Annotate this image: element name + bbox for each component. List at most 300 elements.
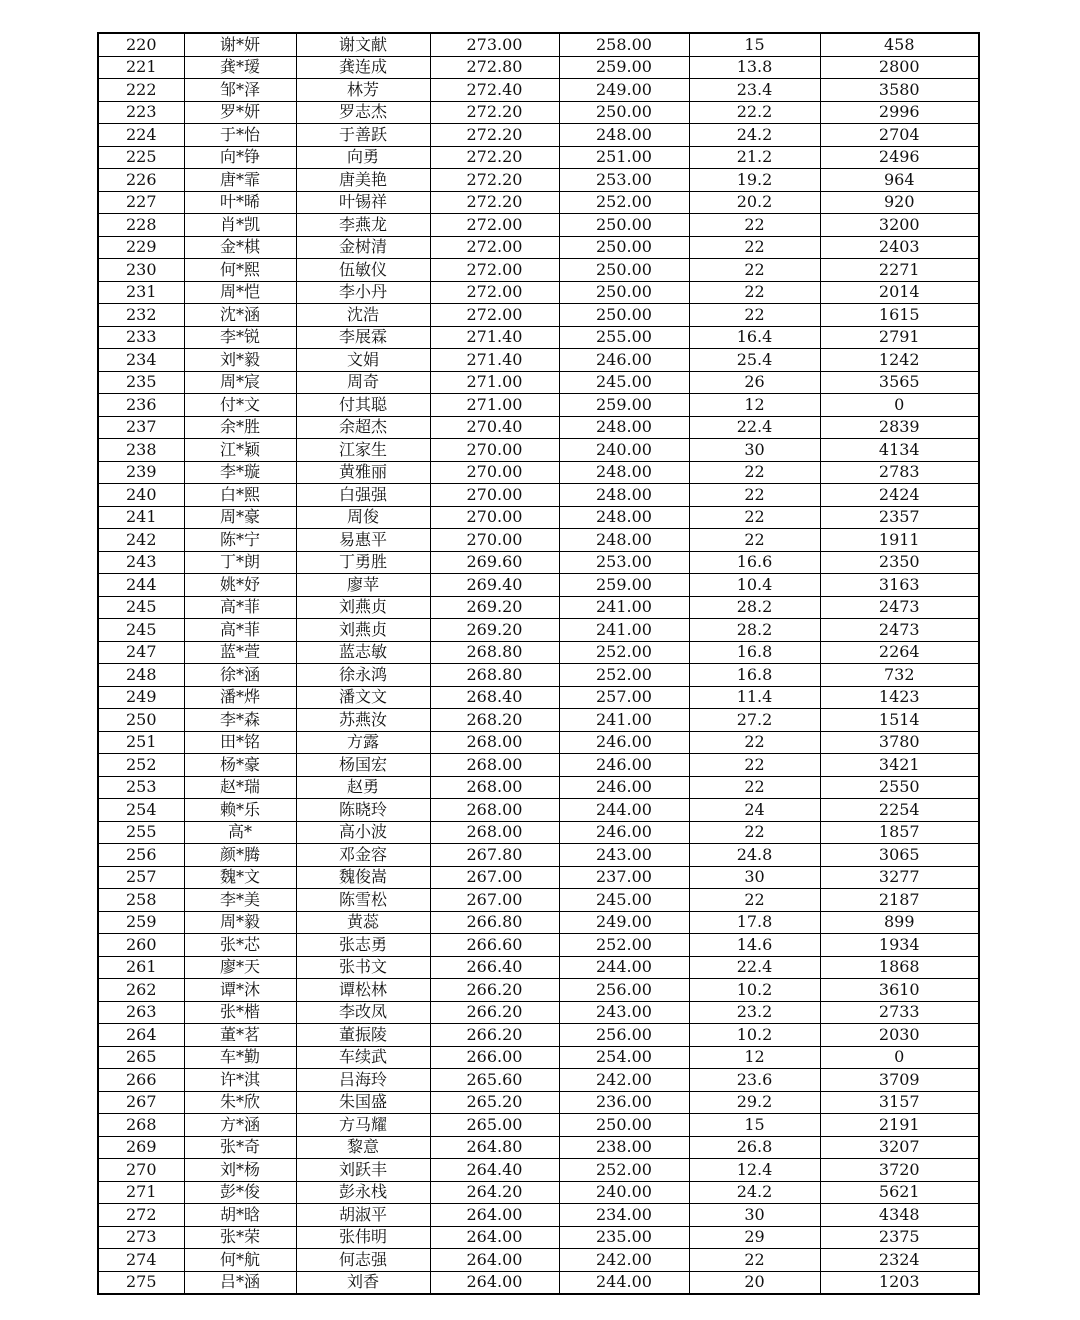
bonus-points-cell: 22 xyxy=(689,484,820,507)
total-score-cell: 269.40 xyxy=(430,574,559,597)
rank-cell: 259 xyxy=(98,911,184,934)
rank-cell: 262 xyxy=(98,979,184,1002)
distance-cell: 2800 xyxy=(820,56,979,79)
guardian-name-cell: 魏俊嵩 xyxy=(296,866,430,889)
table-row xyxy=(98,259,979,282)
bonus-points-cell: 22.2 xyxy=(689,101,820,124)
rank-cell: 256 xyxy=(98,844,184,867)
rank-cell: 237 xyxy=(98,416,184,439)
rank-cell: 254 xyxy=(98,799,184,822)
total-score-cell: 272.20 xyxy=(430,169,559,192)
guardian-name-cell: 张伟明 xyxy=(296,1226,430,1249)
student-name-cell: 周*宸 xyxy=(184,371,296,394)
exam-score-cell: 240.00 xyxy=(559,439,689,462)
student-name-cell: 张*奇 xyxy=(184,1136,296,1159)
guardian-name-cell: 苏燕汝 xyxy=(296,709,430,732)
total-score-cell: 270.00 xyxy=(430,439,559,462)
table-row xyxy=(98,574,979,597)
student-name-cell: 于*怡 xyxy=(184,124,296,147)
total-score-cell: 268.20 xyxy=(430,709,559,732)
rank-cell: 274 xyxy=(98,1249,184,1272)
table-row xyxy=(98,236,979,259)
total-score-cell: 266.20 xyxy=(430,1024,559,1047)
distance-cell: 2704 xyxy=(820,124,979,147)
guardian-name-cell: 潘文文 xyxy=(296,686,430,709)
rank-cell: 234 xyxy=(98,349,184,372)
exam-score-cell: 248.00 xyxy=(559,461,689,484)
student-name-cell: 杨*豪 xyxy=(184,754,296,777)
distance-cell: 1868 xyxy=(820,956,979,979)
table-row xyxy=(98,551,979,574)
distance-cell: 2424 xyxy=(820,484,979,507)
table-row xyxy=(98,1001,979,1024)
guardian-name-cell: 于善跃 xyxy=(296,124,430,147)
total-score-cell: 272.20 xyxy=(430,124,559,147)
distance-cell: 2014 xyxy=(820,281,979,304)
student-name-cell: 罗*妍 xyxy=(184,101,296,124)
exam-score-cell: 248.00 xyxy=(559,484,689,507)
student-name-cell: 赵*瑞 xyxy=(184,776,296,799)
guardian-name-cell: 易惠平 xyxy=(296,529,430,552)
table-row xyxy=(98,169,979,192)
total-score-cell: 264.00 xyxy=(430,1226,559,1249)
total-score-cell: 268.00 xyxy=(430,821,559,844)
exam-score-cell: 250.00 xyxy=(559,214,689,237)
total-score-cell: 266.20 xyxy=(430,979,559,1002)
bonus-points-cell: 15 xyxy=(689,1114,820,1137)
student-name-cell: 龚*瑷 xyxy=(184,56,296,79)
bonus-points-cell: 30 xyxy=(689,866,820,889)
bonus-points-cell: 25.4 xyxy=(689,349,820,372)
student-name-cell: 金*棋 xyxy=(184,236,296,259)
table-row xyxy=(98,439,979,462)
rank-cell: 268 xyxy=(98,1114,184,1137)
distance-cell: 3709 xyxy=(820,1069,979,1092)
student-name-cell: 廖*天 xyxy=(184,956,296,979)
distance-cell: 3421 xyxy=(820,754,979,777)
rank-cell: 228 xyxy=(98,214,184,237)
bonus-points-cell: 15 xyxy=(689,33,820,56)
bonus-points-cell: 10.2 xyxy=(689,1024,820,1047)
rank-cell: 261 xyxy=(98,956,184,979)
table-row xyxy=(98,709,979,732)
guardian-name-cell: 江家生 xyxy=(296,439,430,462)
student-name-cell: 肖*凯 xyxy=(184,214,296,237)
bonus-points-cell: 21.2 xyxy=(689,146,820,169)
rank-cell: 275 xyxy=(98,1271,184,1294)
student-name-cell: 赖*乐 xyxy=(184,799,296,822)
distance-cell: 1615 xyxy=(820,304,979,327)
table-row xyxy=(98,731,979,754)
bonus-points-cell: 17.8 xyxy=(689,911,820,934)
distance-cell: 732 xyxy=(820,664,979,687)
table-row xyxy=(98,1204,979,1227)
total-score-cell: 268.00 xyxy=(430,776,559,799)
exam-score-cell: 243.00 xyxy=(559,1001,689,1024)
table-row xyxy=(98,349,979,372)
rank-cell: 243 xyxy=(98,551,184,574)
bonus-points-cell: 10.4 xyxy=(689,574,820,597)
guardian-name-cell: 李改凤 xyxy=(296,1001,430,1024)
table-row xyxy=(98,214,979,237)
bonus-points-cell: 16.6 xyxy=(689,551,820,574)
guardian-name-cell: 林芳 xyxy=(296,79,430,102)
table-row xyxy=(98,79,979,102)
bonus-points-cell: 22 xyxy=(689,461,820,484)
rank-cell: 222 xyxy=(98,79,184,102)
guardian-name-cell: 朱国盛 xyxy=(296,1091,430,1114)
distance-cell: 458 xyxy=(820,33,979,56)
guardian-name-cell: 吕海玲 xyxy=(296,1069,430,1092)
student-name-cell: 张*荣 xyxy=(184,1226,296,1249)
table-row xyxy=(98,821,979,844)
table-row xyxy=(98,1069,979,1092)
distance-cell: 2403 xyxy=(820,236,979,259)
distance-cell: 1857 xyxy=(820,821,979,844)
rank-cell: 245 xyxy=(98,596,184,619)
rank-cell: 220 xyxy=(98,33,184,56)
guardian-name-cell: 余超杰 xyxy=(296,416,430,439)
student-name-cell: 沈*涵 xyxy=(184,304,296,327)
exam-score-cell: 251.00 xyxy=(559,146,689,169)
student-name-cell: 蓝*萱 xyxy=(184,641,296,664)
exam-score-cell: 236.00 xyxy=(559,1091,689,1114)
student-name-cell: 胡*晗 xyxy=(184,1204,296,1227)
distance-cell: 2350 xyxy=(820,551,979,574)
guardian-name-cell: 叶锡祥 xyxy=(296,191,430,214)
guardian-name-cell: 蓝志敏 xyxy=(296,641,430,664)
bonus-points-cell: 22 xyxy=(689,259,820,282)
student-name-cell: 余*胜 xyxy=(184,416,296,439)
guardian-name-cell: 唐美艳 xyxy=(296,169,430,192)
exam-score-cell: 241.00 xyxy=(559,596,689,619)
table-row xyxy=(98,686,979,709)
exam-score-cell: 244.00 xyxy=(559,799,689,822)
student-name-cell: 周*恺 xyxy=(184,281,296,304)
bonus-points-cell: 24 xyxy=(689,799,820,822)
bonus-points-cell: 28.2 xyxy=(689,619,820,642)
rank-cell: 242 xyxy=(98,529,184,552)
bonus-points-cell: 16.8 xyxy=(689,664,820,687)
distance-cell: 2324 xyxy=(820,1249,979,1272)
exam-score-cell: 242.00 xyxy=(559,1069,689,1092)
bonus-points-cell: 22.4 xyxy=(689,956,820,979)
bonus-points-cell: 11.4 xyxy=(689,686,820,709)
student-name-cell: 车*勤 xyxy=(184,1046,296,1069)
rank-cell: 223 xyxy=(98,101,184,124)
distance-cell: 2191 xyxy=(820,1114,979,1137)
bonus-points-cell: 19.2 xyxy=(689,169,820,192)
distance-cell: 1911 xyxy=(820,529,979,552)
total-score-cell: 269.60 xyxy=(430,551,559,574)
table-row xyxy=(98,529,979,552)
bonus-points-cell: 22 xyxy=(689,821,820,844)
rank-cell: 250 xyxy=(98,709,184,732)
exam-score-cell: 250.00 xyxy=(559,304,689,327)
bonus-points-cell: 22 xyxy=(689,304,820,327)
bonus-points-cell: 22 xyxy=(689,236,820,259)
total-score-cell: 270.00 xyxy=(430,461,559,484)
rank-cell: 253 xyxy=(98,776,184,799)
distance-cell: 3565 xyxy=(820,371,979,394)
exam-score-cell: 250.00 xyxy=(559,259,689,282)
total-score-cell: 266.20 xyxy=(430,1001,559,1024)
total-score-cell: 272.20 xyxy=(430,191,559,214)
rank-cell: 271 xyxy=(98,1181,184,1204)
total-score-cell: 268.00 xyxy=(430,754,559,777)
rank-cell: 225 xyxy=(98,146,184,169)
guardian-name-cell: 陈晓玲 xyxy=(296,799,430,822)
exam-score-cell: 252.00 xyxy=(559,191,689,214)
distance-cell: 2473 xyxy=(820,596,979,619)
exam-score-cell: 246.00 xyxy=(559,821,689,844)
rank-cell: 252 xyxy=(98,754,184,777)
student-name-cell: 向*铮 xyxy=(184,146,296,169)
exam-score-cell: 255.00 xyxy=(559,326,689,349)
student-name-cell: 吕*涵 xyxy=(184,1271,296,1294)
table-row xyxy=(98,596,979,619)
student-name-cell: 高*菲 xyxy=(184,596,296,619)
rank-cell: 240 xyxy=(98,484,184,507)
table-row xyxy=(98,1114,979,1137)
student-name-cell: 李*璇 xyxy=(184,461,296,484)
exam-score-cell: 246.00 xyxy=(559,731,689,754)
guardian-name-cell: 周奇 xyxy=(296,371,430,394)
rank-cell: 245 xyxy=(98,619,184,642)
distance-cell: 1934 xyxy=(820,934,979,957)
total-score-cell: 273.00 xyxy=(430,33,559,56)
total-score-cell: 272.80 xyxy=(430,56,559,79)
total-score-cell: 269.20 xyxy=(430,619,559,642)
distance-cell: 2473 xyxy=(820,619,979,642)
table-row xyxy=(98,911,979,934)
student-name-cell: 许*淇 xyxy=(184,1069,296,1092)
total-score-cell: 270.00 xyxy=(430,506,559,529)
rank-cell: 269 xyxy=(98,1136,184,1159)
table-row xyxy=(98,371,979,394)
bonus-points-cell: 29 xyxy=(689,1226,820,1249)
distance-cell: 2839 xyxy=(820,416,979,439)
total-score-cell: 267.80 xyxy=(430,844,559,867)
rank-cell: 272 xyxy=(98,1204,184,1227)
guardian-name-cell: 杨国宏 xyxy=(296,754,430,777)
guardian-name-cell: 金树清 xyxy=(296,236,430,259)
guardian-name-cell: 徐永鸿 xyxy=(296,664,430,687)
distance-cell: 2783 xyxy=(820,461,979,484)
table-row xyxy=(98,889,979,912)
total-score-cell: 264.00 xyxy=(430,1271,559,1294)
student-name-cell: 李*美 xyxy=(184,889,296,912)
total-score-cell: 268.00 xyxy=(430,731,559,754)
bonus-points-cell: 20 xyxy=(689,1271,820,1294)
distance-cell: 2254 xyxy=(820,799,979,822)
table-row xyxy=(98,934,979,957)
bonus-points-cell: 12 xyxy=(689,394,820,417)
rank-cell: 258 xyxy=(98,889,184,912)
student-name-cell: 周*豪 xyxy=(184,506,296,529)
rank-cell: 267 xyxy=(98,1091,184,1114)
rank-cell: 263 xyxy=(98,1001,184,1024)
distance-cell: 2375 xyxy=(820,1226,979,1249)
table-row xyxy=(98,281,979,304)
guardian-name-cell: 向勇 xyxy=(296,146,430,169)
exam-score-cell: 250.00 xyxy=(559,1114,689,1137)
bonus-points-cell: 26.8 xyxy=(689,1136,820,1159)
total-score-cell: 267.00 xyxy=(430,889,559,912)
total-score-cell: 265.60 xyxy=(430,1069,559,1092)
student-name-cell: 白*熙 xyxy=(184,484,296,507)
distance-cell: 3207 xyxy=(820,1136,979,1159)
table-row xyxy=(98,1136,979,1159)
table-row xyxy=(98,304,979,327)
guardian-name-cell: 李展霖 xyxy=(296,326,430,349)
bonus-points-cell: 22 xyxy=(689,889,820,912)
student-name-cell: 颜*腾 xyxy=(184,844,296,867)
bonus-points-cell: 23.4 xyxy=(689,79,820,102)
total-score-cell: 267.00 xyxy=(430,866,559,889)
rank-cell: 244 xyxy=(98,574,184,597)
student-name-cell: 李*锐 xyxy=(184,326,296,349)
total-score-cell: 272.20 xyxy=(430,101,559,124)
exam-score-cell: 248.00 xyxy=(559,416,689,439)
distance-cell: 3580 xyxy=(820,79,979,102)
student-name-cell: 方*涵 xyxy=(184,1114,296,1137)
student-name-cell: 彭*俊 xyxy=(184,1181,296,1204)
total-score-cell: 268.40 xyxy=(430,686,559,709)
table-row xyxy=(98,619,979,642)
guardian-name-cell: 沈浩 xyxy=(296,304,430,327)
student-name-cell: 江*颖 xyxy=(184,439,296,462)
distance-cell: 899 xyxy=(820,911,979,934)
guardian-name-cell: 李小丹 xyxy=(296,281,430,304)
exam-score-cell: 237.00 xyxy=(559,866,689,889)
table-row xyxy=(98,1024,979,1047)
total-score-cell: 272.00 xyxy=(430,259,559,282)
student-name-cell: 唐*霏 xyxy=(184,169,296,192)
exam-score-cell: 238.00 xyxy=(559,1136,689,1159)
bonus-points-cell: 26 xyxy=(689,371,820,394)
guardian-name-cell: 赵勇 xyxy=(296,776,430,799)
table-row xyxy=(98,33,979,56)
student-name-cell: 周*毅 xyxy=(184,911,296,934)
exam-score-cell: 252.00 xyxy=(559,641,689,664)
table-row xyxy=(98,664,979,687)
distance-cell: 2264 xyxy=(820,641,979,664)
guardian-name-cell: 龚连成 xyxy=(296,56,430,79)
bonus-points-cell: 24.2 xyxy=(689,1181,820,1204)
distance-cell: 3065 xyxy=(820,844,979,867)
guardian-name-cell: 刘燕贞 xyxy=(296,619,430,642)
distance-cell: 1514 xyxy=(820,709,979,732)
distance-cell: 2791 xyxy=(820,326,979,349)
guardian-name-cell: 张志勇 xyxy=(296,934,430,957)
bonus-points-cell: 22.4 xyxy=(689,416,820,439)
total-score-cell: 265.20 xyxy=(430,1091,559,1114)
exam-score-cell: 253.00 xyxy=(559,551,689,574)
student-name-cell: 潘*烨 xyxy=(184,686,296,709)
distance-cell: 2733 xyxy=(820,1001,979,1024)
rank-cell: 230 xyxy=(98,259,184,282)
exam-score-cell: 252.00 xyxy=(559,664,689,687)
total-score-cell: 264.20 xyxy=(430,1181,559,1204)
rank-cell: 266 xyxy=(98,1069,184,1092)
exam-score-cell: 248.00 xyxy=(559,506,689,529)
rank-cell: 249 xyxy=(98,686,184,709)
guardian-name-cell: 伍敏仪 xyxy=(296,259,430,282)
student-name-cell: 张*芯 xyxy=(184,934,296,957)
guardian-name-cell: 罗志杰 xyxy=(296,101,430,124)
bonus-points-cell: 27.2 xyxy=(689,709,820,732)
bonus-points-cell: 22 xyxy=(689,754,820,777)
table-row xyxy=(98,191,979,214)
bonus-points-cell: 24.8 xyxy=(689,844,820,867)
rank-cell: 233 xyxy=(98,326,184,349)
guardian-name-cell: 陈雪松 xyxy=(296,889,430,912)
total-score-cell: 271.40 xyxy=(430,326,559,349)
distance-cell: 920 xyxy=(820,191,979,214)
distance-cell: 3200 xyxy=(820,214,979,237)
table-row xyxy=(98,56,979,79)
distance-cell: 2187 xyxy=(820,889,979,912)
total-score-cell: 271.00 xyxy=(430,394,559,417)
bonus-points-cell: 30 xyxy=(689,439,820,462)
total-score-cell: 266.80 xyxy=(430,911,559,934)
rank-cell: 247 xyxy=(98,641,184,664)
distance-cell: 2357 xyxy=(820,506,979,529)
table-row xyxy=(98,394,979,417)
student-name-cell: 丁*朗 xyxy=(184,551,296,574)
student-name-cell: 谭*沐 xyxy=(184,979,296,1002)
bonus-points-cell: 12.4 xyxy=(689,1159,820,1182)
student-name-cell: 刘*杨 xyxy=(184,1159,296,1182)
bonus-points-cell: 22 xyxy=(689,731,820,754)
student-name-cell: 徐*涵 xyxy=(184,664,296,687)
student-name-cell: 刘*毅 xyxy=(184,349,296,372)
rank-cell: 273 xyxy=(98,1226,184,1249)
table-row xyxy=(98,1091,979,1114)
rank-cell: 231 xyxy=(98,281,184,304)
student-name-cell: 李*森 xyxy=(184,709,296,732)
exam-score-cell: 248.00 xyxy=(559,529,689,552)
student-name-cell: 田*铭 xyxy=(184,731,296,754)
total-score-cell: 266.00 xyxy=(430,1046,559,1069)
bonus-points-cell: 22 xyxy=(689,214,820,237)
exam-score-cell: 249.00 xyxy=(559,911,689,934)
distance-cell: 3157 xyxy=(820,1091,979,1114)
total-score-cell: 271.00 xyxy=(430,371,559,394)
exam-score-cell: 250.00 xyxy=(559,101,689,124)
total-score-cell: 272.40 xyxy=(430,79,559,102)
guardian-name-cell: 车续武 xyxy=(296,1046,430,1069)
guardian-name-cell: 廖苹 xyxy=(296,574,430,597)
exam-score-cell: 246.00 xyxy=(559,776,689,799)
table-row xyxy=(98,1271,979,1294)
guardian-name-cell: 刘燕贞 xyxy=(296,596,430,619)
rank-cell: 238 xyxy=(98,439,184,462)
rank-cell: 229 xyxy=(98,236,184,259)
distance-cell: 2030 xyxy=(820,1024,979,1047)
student-name-cell: 高*菲 xyxy=(184,619,296,642)
distance-cell: 4134 xyxy=(820,439,979,462)
rank-cell: 224 xyxy=(98,124,184,147)
table-row xyxy=(98,776,979,799)
bonus-points-cell: 16.8 xyxy=(689,641,820,664)
table-row xyxy=(98,844,979,867)
table-row xyxy=(98,799,979,822)
exam-score-cell: 256.00 xyxy=(559,979,689,1002)
exam-score-cell: 243.00 xyxy=(559,844,689,867)
exam-score-cell: 246.00 xyxy=(559,754,689,777)
